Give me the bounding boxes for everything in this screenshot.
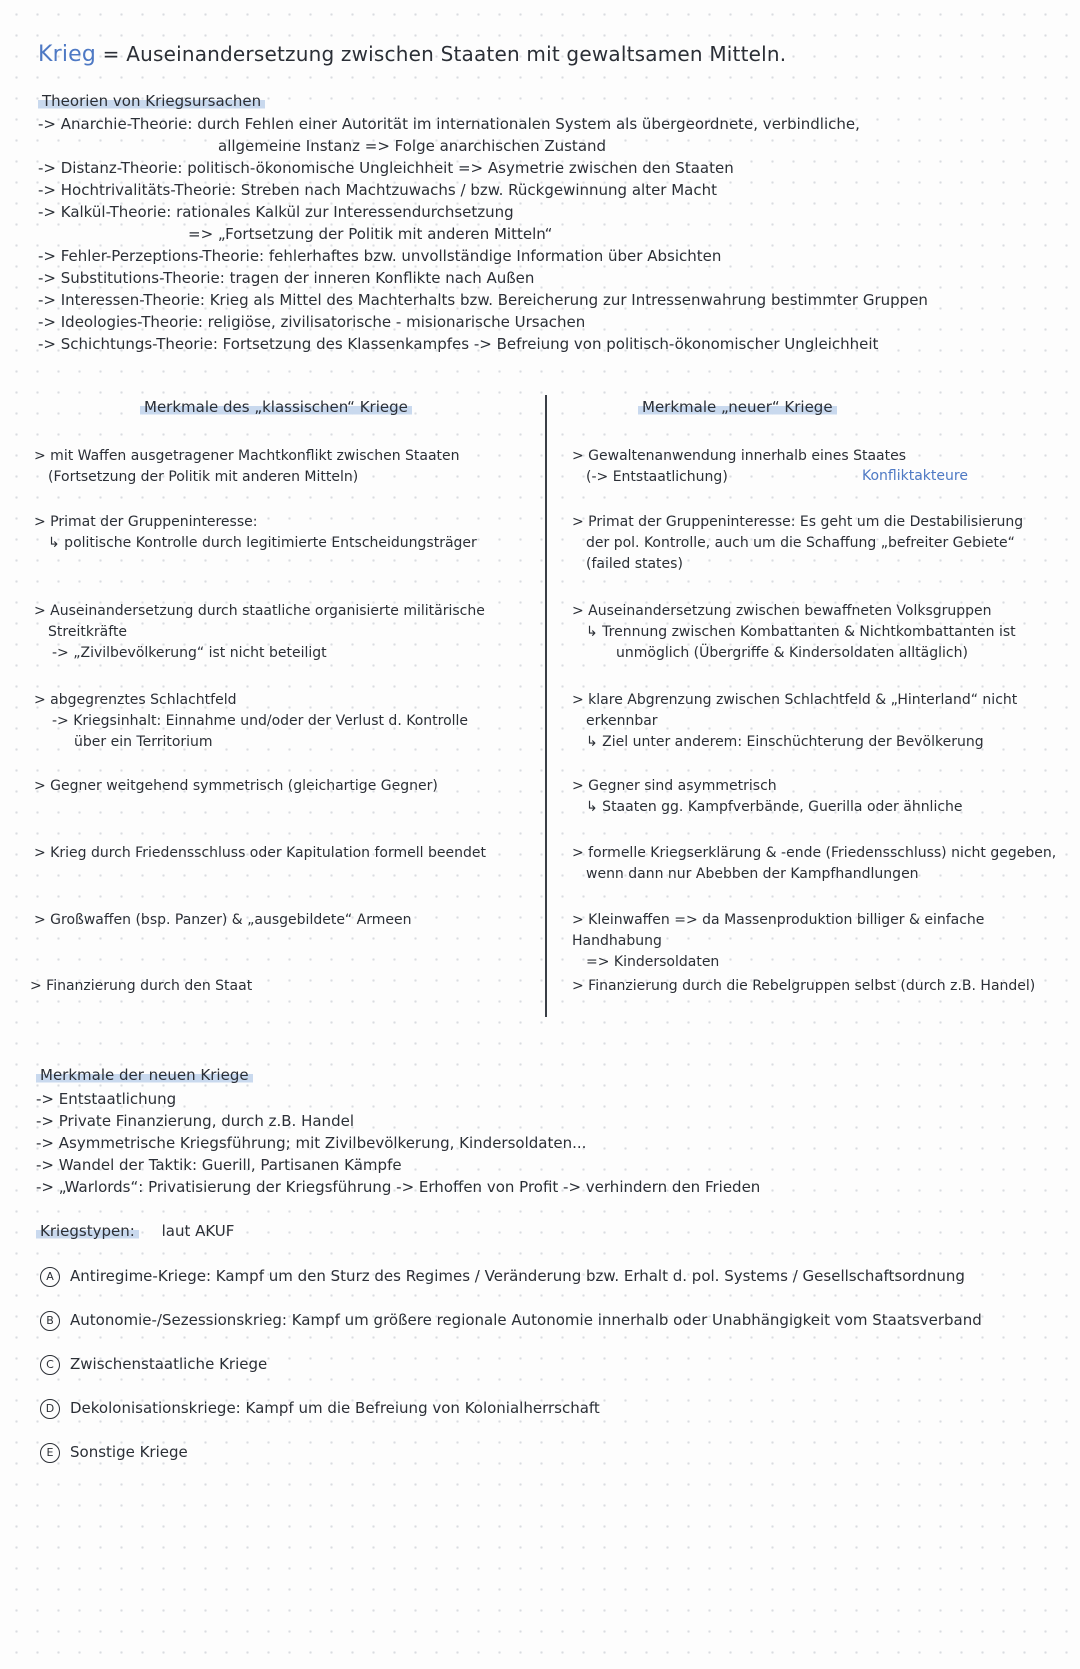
theory-line: -> Anarchie-Theorie: durch Fehlen einer Autorität im internationalen System als übergeordnete, verbindliche, (38, 115, 860, 133)
letter-d-icon: D (40, 1399, 60, 1419)
new-item-8: > Finanzierung durch die Rebelgruppen selbst (durch z.B. Handel) (572, 978, 1036, 994)
new-item-2: > Primat der Gruppeninteresse: Es geht um die Destabilisierung der pol. Kontrolle, auch um die Schaffung „befreiter Gebiete“ (failed states) (572, 514, 1024, 572)
classic-wars-heading: Merkmale des „klassischen“ Kriege (140, 398, 412, 416)
war-type-item: E Sonstige Kriege (40, 1441, 188, 1463)
letter-e-icon: E (40, 1443, 60, 1463)
theory-line: => „Fortsetzung der Politik mit anderen Mitteln“ (188, 225, 553, 243)
classic-item-5: > Gegner weitgehend symmetrisch (gleichartige Gegner) (34, 778, 438, 794)
war-type-item: B Autonomie-/Sezessionskrieg: Kampf um größere regionale Autonomie innerhalb oder Unabhängigkeit vom Staatsverband (40, 1309, 982, 1331)
definition-equals: = (102, 42, 120, 66)
letter-c-icon: C (40, 1355, 60, 1375)
classic-item-2: > Primat der Gruppeninteresse: ↳ politische Kontrolle durch legitimierte Entscheidungsträger (34, 514, 477, 551)
classic-item-3: > Auseinandersetzung durch staatliche organisierte militärische Streitkräfte -> „Zivilbevölkerung“ ist nicht beteiligt (34, 603, 485, 661)
classic-item-1: > mit Waffen ausgetragener Machtkonflikt zwischen Staaten (Fortsetzung der Politik mit anderen Mitteln) (34, 448, 460, 485)
conflict-actors-note: Konfliktakteure (862, 468, 968, 484)
new-wars-heading: Merkmale „neuer“ Kriege (638, 398, 837, 416)
theory-line: -> Hochtrivalitäts-Theorie: Streben nach Machtzuwachs / bzw. Rückgewinnung alter Macht (38, 181, 718, 199)
new-wars-summary-heading: Merkmale der neuen Kriege (36, 1066, 253, 1084)
classic-item-6: > Krieg durch Friedensschluss oder Kapitulation formell beendet (34, 845, 486, 861)
definition-line (38, 42, 786, 67)
definition-text: Auseinandersetzung zwischen Staaten mit gewaltsamen Mitteln. (126, 42, 787, 66)
war-type-item: A Antiregime-Kriege: Kampf um den Sturz des Regimes / Veränderung bzw. Erhalt d. pol. Systems / Gesellschaftsordnung (40, 1265, 965, 1287)
new-item-5: > Gegner sind asymmetrisch ↳ Staaten gg. Kampfverbände, Guerilla oder ähnliche (572, 778, 963, 815)
new-item-6: > formelle Kriegserklärung & -ende (Friedensschluss) nicht gegeben, wenn dann nur Abebben der Kampfhandlungen (572, 845, 1057, 882)
theory-line: -> Substitutions-Theorie: tragen der inneren Konflikte nach Außen (38, 269, 535, 287)
theory-line: -> Kalkül-Theorie: rationales Kalkül zur Interessendurchsetzung (38, 203, 514, 221)
new-wars-line: -> Wandel der Taktik: Guerill, Partisanen Kämpfe (36, 1156, 402, 1174)
theory-line: -> Interessen-Theorie: Krieg als Mittel des Machterhalts bzw. Bereicherung zur Intressenwahrung bestimmter Gruppen (38, 291, 928, 309)
new-wars-line: -> Private Finanzierung, durch z.B. Handel (36, 1112, 354, 1130)
column-divider (545, 395, 547, 1017)
theory-line: -> Ideologies-Theorie: religiöse, zivilisatorische - misionarische Ursachen (38, 313, 586, 331)
new-item-7: > Kleinwaffen => da Massenproduktion billiger & einfache Handhabung => Kindersoldaten (572, 912, 985, 970)
war-types-heading: Kriegstypen: laut AKUF (36, 1222, 234, 1240)
classic-item-7: > Großwaffen (bsp. Panzer) & „ausgebildete“ Armeen (34, 912, 412, 928)
letter-a-icon: A (40, 1267, 60, 1287)
new-item-3: > Auseinandersetzung zwischen bewaffneten Volksgruppen ↳ Trennung zwischen Kombattanten & Nichtkombattanten ist unmöglich (Übergriffe & Kindersoldaten alltäglich) (572, 603, 1016, 661)
letter-b-icon: B (40, 1311, 60, 1331)
theory-line: -> Distanz-Theorie: politisch-ökonomische Ungleichheit => Asymetrie zwischen den Staaten (38, 159, 734, 177)
war-type-item: C Zwischenstaatliche Kriege (40, 1353, 267, 1375)
definition-term: Krieg (38, 42, 97, 67)
new-item-4: > klare Abgrenzung zwischen Schlachtfeld & „Hinterland“ nicht erkennbar ↳ Ziel unter anderem: Einschüchterung der Bevölkerung (572, 692, 1018, 750)
new-item-1: > Gewaltenanwendung innerhalb eines Staates (-> Entstaatlichung) (572, 448, 906, 485)
theory-line: -> Fehler-Perzeptions-Theorie: fehlerhaftes bzw. unvollständige Information über Absichten (38, 247, 722, 265)
war-types-source: laut AKUF (161, 1222, 235, 1240)
theory-line: -> Schichtungs-Theorie: Fortsetzung des Klassenkampfes -> Befreiung von politisch-ökonomischer Ungleichheit (38, 335, 879, 353)
classic-item-8: > Finanzierung durch den Staat (30, 978, 253, 994)
new-wars-line: -> Entstaatlichung (36, 1090, 177, 1108)
theories-heading: Theorien von Kriegsursachen (38, 92, 265, 110)
theory-line: allgemeine Instanz => Folge anarchischen Zustand (218, 137, 607, 155)
classic-item-4: > abgegrenztes Schlachtfeld -> Kriegsinhalt: Einnahme und/oder der Verlust d. Kontrolle über ein Territorium (34, 692, 469, 750)
new-wars-line: -> Asymmetrische Kriegsführung; mit Zivilbevölkerung, Kindersoldaten... (36, 1134, 587, 1152)
war-type-item: D Dekolonisationskriege: Kampf um die Befreiung von Kolonialherrschaft (40, 1397, 600, 1419)
new-wars-line: -> „Warlords“: Privatisierung der Kriegsführung -> Erhoffen von Profit -> verhindern den Frieden (36, 1178, 761, 1196)
